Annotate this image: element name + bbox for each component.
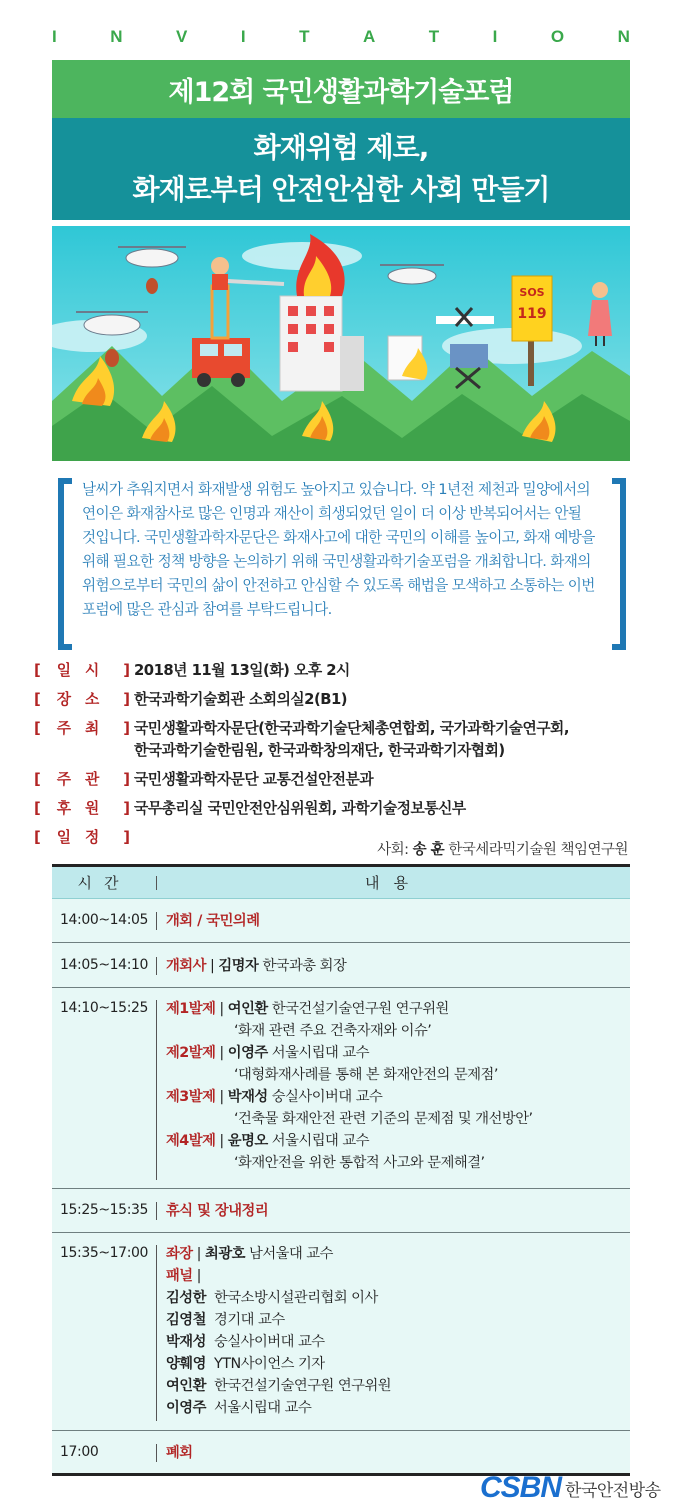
- talk-affiliation: 한국건설기술연구원 연구위원: [271, 1001, 449, 1017]
- row-time: 14:10~15:25: [60, 1000, 149, 1016]
- info-label: [ 일정 ]: [34, 829, 130, 846]
- schedule-row: [52, 900, 630, 943]
- talk-topic: ‘화재 관련 주요 건축자재와 이슈’: [234, 1023, 432, 1039]
- logo-mark: CSBN: [480, 1471, 562, 1504]
- row-title: 개회사: [166, 958, 206, 974]
- intro-text: 날씨가 추워지면서 화재발생 위험도 높아지고 있습니다. 약 1년전 제천과 밀양에서의 연이은 화재참사로 많은 인명과 재산이 희생되었던 일이 더 이상 반복되어서는 안될 것입니다. 국민생활과학자문단은 화재사고에 대한 국민의 이해를 높이고, 화재 예방을 위해 필요한 정책 방향을 논의하기 위해 국민생활과학기술포럼을 개최합니다. 화재의 위험으로부터 국민의 삶이 안전하고 안심할 수 있도록 해법을 모색하고 소통하는 이번 포럼에 많은 관심과 참여를 부탁드립니다.: [82, 481, 595, 618]
- talk-topic: ‘건축물 화재안전 관련 기준의 문제점 및 개선방안’: [234, 1111, 533, 1127]
- row-time: 15:25~15:35: [60, 1202, 149, 1218]
- speaker-name: 김명자: [218, 958, 259, 974]
- moderator-name: 송 훈: [412, 842, 445, 858]
- row-time: 14:00~14:05: [60, 912, 149, 928]
- talk-speaker: 윤명오: [227, 1133, 268, 1149]
- row-title: 폐회: [166, 1445, 193, 1461]
- panelist-name: 여인환: [166, 1378, 206, 1394]
- invitation-letter: T: [428, 27, 440, 46]
- talk-label: 제4발제: [166, 1133, 216, 1149]
- talk-affiliation: 숭실사이버대 교수: [271, 1089, 383, 1105]
- talk-affiliation: 서울시립대 교수: [271, 1133, 370, 1149]
- event-info: [34, 660, 630, 849]
- talk-topic: ‘대형화재사례를 통해 본 화재안전의 문제점’: [234, 1067, 498, 1083]
- talk-affiliation: 서울시립대 교수: [271, 1045, 370, 1061]
- invitation-letter: N: [110, 27, 123, 46]
- header-time: 시간: [77, 874, 131, 892]
- invitation-letter: A: [362, 27, 376, 46]
- panelist-name: 이영주: [166, 1400, 206, 1416]
- moderator-prefix: 사회:: [377, 842, 409, 858]
- panelist-affiliation: 경기대 교수: [214, 1312, 285, 1328]
- chair-affiliation: 남서울대 교수: [249, 1246, 333, 1262]
- schedule-table: [52, 864, 630, 1476]
- info-label: [ 후원 ]: [34, 800, 130, 817]
- invitation-letter: I: [240, 27, 246, 46]
- invitation-letter: I: [492, 27, 498, 46]
- talk-speaker: 이영주: [227, 1045, 268, 1061]
- main-title-bar: [52, 118, 630, 220]
- info-value: 국민생활과학자문단(한국과학기술단체총연합회, 국가과학기술연구회, 한국과학기술한림원, 한국과학창의재단, 한국과학기자협회): [134, 720, 569, 759]
- panelist-name: 박재성: [166, 1334, 206, 1350]
- invitation-banner: [52, 26, 630, 48]
- schedule-row: 14:10~15:25 제1발제 | 여인환 한국건설기술연구원 연구위원 ‘화재 관련 주요 건축자재와 이슈’ 제2발제 | 이영주 서울시립대 교수 ‘대형화재사례를 통해 본 화재안전의 문제점’ 제3발제 | 박재성 숭실사이버대 교수 ‘건축물 화재안전 관련 기준의 문제점 및 개선방안’ 제4발제 | 윤명오 서울시립대 교수 ‘화재안전을 위한 통합적 사고와 문제해결’: [52, 988, 630, 1189]
- row-time: 17:00: [60, 1444, 99, 1460]
- talk-speaker: 여인환: [227, 1001, 268, 1017]
- info-value: 국민생활과학자문단 교통건설안전분과: [134, 771, 374, 788]
- panelist-affiliation: 숭실사이버대 교수: [214, 1334, 325, 1350]
- info-label: [ 일시 ]: [34, 662, 130, 679]
- panelist-affiliation: YTN사이언스 기자: [214, 1356, 325, 1372]
- forum-title-bar: [52, 60, 630, 118]
- info-row-venue: [34, 689, 630, 711]
- row-time: 15:35~17:00: [60, 1245, 149, 1261]
- intro-section: [52, 478, 630, 652]
- schedule-row: [52, 1189, 630, 1233]
- info-row-host: [34, 718, 630, 762]
- info-label: [ 주관 ]: [34, 771, 130, 788]
- moderator-line: [377, 838, 628, 859]
- invitation-letter: N: [617, 27, 630, 46]
- info-value: 2018년 11월 13일(화) 오후 2시: [134, 662, 350, 679]
- talk-label: 제2발제: [166, 1045, 216, 1061]
- chair-name: 최광호: [205, 1246, 245, 1262]
- schedule-row: 15:35~17:00 좌장 | 최광호 남서울대 교수 패널 | 김성한 한국소방시설관리협회 이사 김영철 경기대 교수 박재성 숭실사이버대 교수 양훼영 YTN사이언스 기자 여인환 한국건설기술연구원 연구위원 이영주 서울시립대 교수: [52, 1233, 630, 1431]
- chair-label: 좌장: [166, 1246, 193, 1262]
- broadcaster-logo: [480, 1470, 661, 1506]
- panel-label: 패널: [166, 1268, 193, 1284]
- panelist-name: 김성한: [166, 1290, 206, 1306]
- schedule-row: 14:05~14:10 개회사 | 김명자 한국과총 회장: [52, 943, 630, 988]
- info-row-sponsor: [34, 798, 630, 820]
- main-title-line: 화재위험 제로,: [253, 131, 429, 164]
- fire-scene-graphic: [52, 226, 630, 461]
- panelist-name: 김영철: [166, 1312, 206, 1328]
- panelist-name: 양훼영: [166, 1356, 206, 1372]
- info-value: 한국과학기술회관 소회의실2(B1): [134, 691, 348, 708]
- panelist-affiliation: 한국건설기술연구원 연구위원: [214, 1378, 392, 1394]
- row-time: 14:05~14:10: [60, 957, 149, 973]
- main-title-line: 화재로부터 안전안심한 사회 만들기: [132, 173, 550, 206]
- info-label: [ 주최 ]: [34, 720, 130, 737]
- info-label: [ 장소 ]: [34, 691, 130, 708]
- invitation-letter: V: [176, 27, 188, 46]
- row-title: 개회 / 국민의례: [166, 913, 260, 929]
- invitation-letter: T: [299, 27, 310, 46]
- fire-illustration: [52, 226, 630, 461]
- left-bracket: [58, 478, 72, 650]
- schedule-header: [52, 867, 630, 899]
- info-row-datetime: [34, 660, 630, 682]
- info-value: 국무총리실 국민안전안심위원회, 과학기술정보통신부: [134, 800, 466, 817]
- emergency-number-label: 119: [517, 306, 547, 322]
- row-title: 휴식 및 장내정리: [166, 1203, 269, 1219]
- invitation-letter: I: [52, 27, 57, 46]
- sos-label: SOS: [519, 286, 545, 299]
- moderator-affiliation: 한국세라믹기술원 책임연구원: [448, 842, 628, 858]
- info-row-organizer: [34, 769, 630, 791]
- talk-label: 제1발제: [166, 1001, 216, 1017]
- talk-speaker: 박재성: [227, 1089, 268, 1105]
- logo-text: 한국안전방송: [565, 1480, 661, 1501]
- speaker-affiliation: 한국과총 회장: [262, 958, 347, 974]
- panelist-affiliation: 서울시립대 교수: [214, 1400, 312, 1416]
- header-content: 내용: [365, 874, 422, 892]
- invitation-letter: O: [550, 27, 565, 46]
- forum-title: 제12회 국민생활과학기술포럼: [168, 76, 514, 108]
- panelist-affiliation: 한국소방시설관리협회 이사: [214, 1290, 378, 1306]
- talk-label: 제3발제: [166, 1089, 216, 1105]
- right-bracket: [612, 478, 626, 650]
- talk-topic: ‘화재안전을 위한 통합적 사고와 문제해결’: [234, 1155, 485, 1171]
